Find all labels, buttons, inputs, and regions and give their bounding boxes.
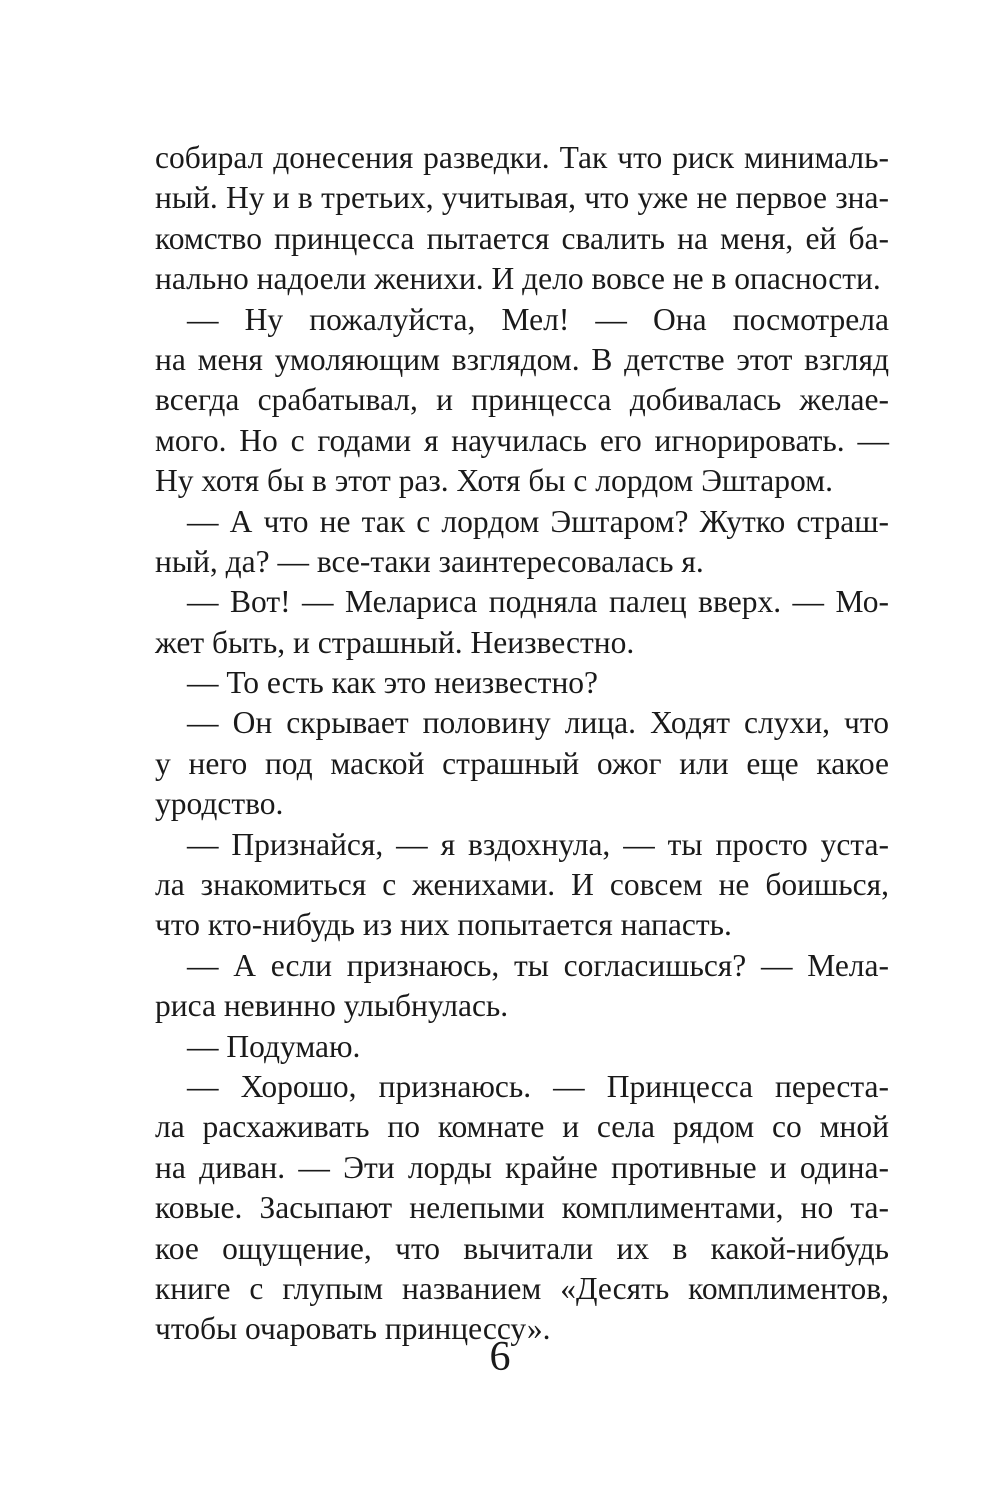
text-line: — Он скрывает половину лица. Ходят слухи, что: [187, 705, 889, 741]
text-line: всегда срабатывал, и принцесса добивалась желае-: [155, 382, 889, 418]
paragraph: [155, 825, 889, 946]
paragraph: [155, 502, 889, 583]
text-line: мого. Но с годами я научилась его игнорировать. —: [155, 422, 889, 458]
text-line: у него под маской страшный ожог или еще какое: [155, 745, 889, 781]
paragraph: [155, 663, 889, 703]
paragraph: [155, 1067, 889, 1350]
text-line: — Ну пожалуйста, Мел! — Она посмотрела: [187, 301, 889, 337]
text-line: жет быть, и страшный. Неизвестно.: [155, 624, 635, 660]
text-line: книге с глупым названием «Десять комплиментов,: [155, 1270, 889, 1306]
text-line: — Признайся, — я вздохнула, — ты просто уста-: [187, 826, 889, 862]
text-line: уродство.: [155, 786, 284, 822]
paragraph: [155, 1027, 889, 1067]
paragraph: [155, 138, 889, 300]
text-line: кое ощущение, что вычитали их в какой-нибудь: [155, 1230, 889, 1266]
text-line: ковые. Засыпают нелепыми комплиментами, но та-: [155, 1190, 889, 1226]
text-line: Ну хотя бы в этот раз. Хотя бы с лордом Эштаром.: [155, 463, 833, 499]
text-line: — А что не так с лордом Эштаром? Жутко страш-: [187, 503, 889, 539]
text-line: чтобы очаровать принцессу».: [155, 1311, 551, 1347]
body-text: [155, 138, 889, 1350]
text-line: — Подумаю.: [187, 1028, 361, 1064]
text-line: что кто-нибудь из них попытается напасть.: [155, 907, 732, 943]
text-line: риса невинно улыбнулась.: [155, 988, 509, 1024]
text-line: — А если признаюсь, ты согласишься? — Мела-: [187, 947, 889, 983]
text-line: — Вот! — Мелариса подняла палец вверх. — Мо-: [187, 584, 889, 620]
text-line: ный, да? — все-таки заинтересовалась я.: [155, 543, 704, 579]
text-line: нально надоели женихи. И дело вовсе не в опасности.: [155, 261, 881, 297]
paragraph: [155, 300, 889, 502]
text-line: — То есть как это неизвестно?: [187, 665, 599, 701]
text-line: комство принцесса пытается свалить на меня, ей ба-: [155, 220, 889, 256]
text-line: ла знакомиться с женихами. И совсем не боишься,: [155, 867, 889, 903]
text-line: собирал донесения разведки. Так что риск минималь-: [155, 140, 889, 175]
text-line: ла расхаживать по комнате и села рядом со мной: [155, 1109, 889, 1145]
text-line: ный. Ну и в третьих, учитывая, что уже не первое зна-: [155, 180, 889, 216]
page-number: 6: [489, 1334, 511, 1380]
paragraph: [155, 582, 889, 663]
text-line: на меня умоляющим взглядом. В детстве этот взгляд: [155, 341, 889, 377]
paragraph: [155, 703, 889, 824]
text-line: — Хорошо, признаюсь. — Принцесса переста-: [187, 1068, 889, 1104]
paragraph: [155, 946, 889, 1027]
text-line: на диван. — Эти лорды крайне противные и одина-: [155, 1149, 889, 1185]
